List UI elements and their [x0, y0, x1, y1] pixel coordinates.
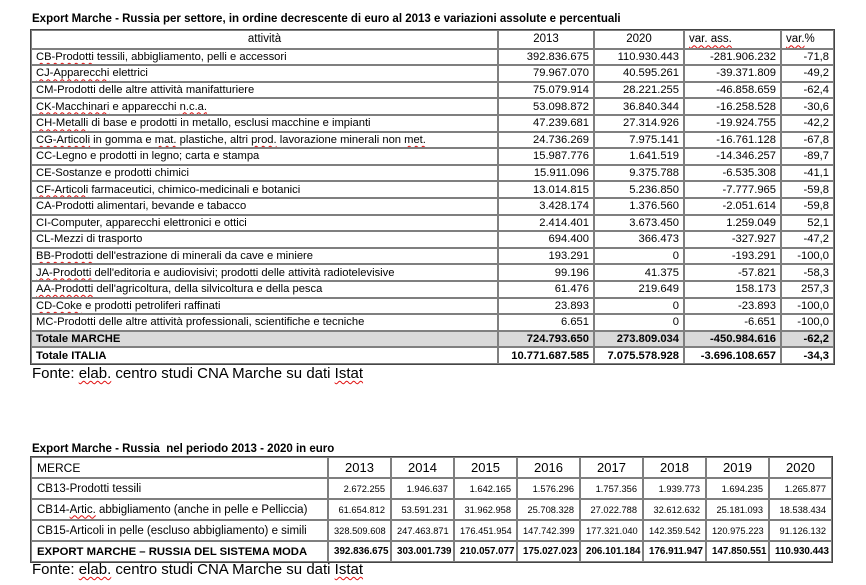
misspelled-word: CB-Prodotti: [36, 50, 94, 63]
year-value-cell: 27.022.788: [580, 499, 643, 520]
column-header: [31, 30, 498, 49]
activity-cell: [31, 49, 498, 66]
text-segment: CB14-: [37, 503, 70, 516]
table-row: [31, 314, 834, 331]
year-column-header: 2017: [580, 457, 643, 478]
year-column-header: 2020: [769, 457, 832, 478]
activity-cell: [31, 132, 498, 149]
text-segment: MC-Prodotti delle altre attività professionali, scientifiche e tecniche: [36, 316, 365, 329]
var-pct-cell: -62,2: [781, 331, 834, 348]
year-value-cell: 1.946.637: [391, 478, 454, 499]
misspelled-word: Istat: [334, 365, 364, 382]
text-segment: Totale MARCHE: [36, 332, 121, 345]
year-value-cell: 32.612.632: [643, 499, 706, 520]
value-2013-cell: 23.893: [498, 298, 594, 315]
value-2020-cell: 0: [594, 248, 684, 265]
activity-cell: [31, 82, 498, 99]
year-value-cell: 147.742.399: [517, 520, 580, 541]
misspelled-word: CH-Metalli: [36, 117, 89, 130]
activity-cell: [31, 281, 498, 298]
table-row: [31, 198, 834, 215]
text-segment: CM-Prodotti delle altre attività manifatturiere: [36, 84, 255, 97]
var-ass-cell: -193.291: [684, 248, 781, 265]
var-ass-cell: -6.651: [684, 314, 781, 331]
value-2013-cell: 10.771.687.585: [498, 347, 594, 364]
year-value-cell: 1.265.877: [769, 478, 832, 499]
table1-title: Export Marche - Russia per settore, in ordine decrescente di euro al 2013 e variazioni assolute e percentuali: [32, 13, 621, 25]
text-segment: Totale ITALIA: [36, 349, 107, 362]
table-row: [31, 132, 834, 149]
source-text: centro studi CNA Marche su dati: [111, 365, 335, 382]
year-value-cell: 175.027.023: [517, 541, 580, 562]
activity-cell: [31, 148, 498, 165]
year-column-header: 2013: [328, 457, 391, 478]
misspelled-word: elab.: [78, 561, 112, 578]
value-2013-cell: 53.098.872: [498, 98, 594, 115]
var-ass-cell: -16.258.528: [684, 98, 781, 115]
activity-cell: [31, 165, 498, 182]
text-segment: CA-Prodotti alimentari, bevande e tabacco: [36, 200, 247, 213]
year-value-cell: 31.962.958: [454, 499, 517, 520]
var-ass-cell: -16.761.128: [684, 132, 781, 149]
text-segment: CL-Mezzi di trasporto: [36, 233, 143, 246]
value-2013-cell: 193.291: [498, 248, 594, 265]
var-ass-cell: -39.371.809: [684, 65, 781, 82]
year-value-cell: 392.836.675: [328, 541, 391, 562]
value-2020-cell: 1.376.560: [594, 198, 684, 215]
activity-cell: [31, 231, 498, 248]
year-value-cell: 2.672.255: [328, 478, 391, 499]
misspelled-word: n.c.a.: [179, 100, 208, 113]
year-value-cell: 176.911.947: [643, 541, 706, 562]
value-2020-cell: 110.930.443: [594, 49, 684, 66]
value-2020-cell: 1.641.519: [594, 148, 684, 165]
total-marche-row: [31, 331, 834, 348]
activity-cell: [31, 198, 498, 215]
year-column-header: 2014: [391, 457, 454, 478]
text-segment: dell'estrazione di minerali da cave e miniere: [93, 250, 313, 263]
value-2020-cell: 9.375.788: [594, 165, 684, 182]
var-ass-cell: -450.984.616: [684, 331, 781, 348]
year-value-cell: 1.757.356: [580, 478, 643, 499]
text-segment: di base e prodotti in metallo, esclusi macchine e impianti: [88, 117, 371, 130]
source-note-2: [32, 561, 363, 578]
value-2020-cell: 273.809.034: [594, 331, 684, 348]
value-2013-cell: 24.736.269: [498, 132, 594, 149]
var-ass-cell: -46.858.659: [684, 82, 781, 99]
year-column-header: 2018: [643, 457, 706, 478]
var-pct-cell: -58,3: [781, 264, 834, 281]
text-segment: lavorazione minerali non: [276, 133, 405, 146]
value-2020-cell: 3.673.450: [594, 215, 684, 232]
value-2013-cell: 79.967.070: [498, 65, 594, 82]
activity-cell: [31, 115, 498, 132]
var-pct-cell: -42,2: [781, 115, 834, 132]
activity-cell: [31, 65, 498, 82]
export-by-year-table: [30, 456, 833, 563]
var-pct-cell: -59,8: [781, 181, 834, 198]
text-segment: in gomma e: [90, 133, 155, 146]
table-row: [31, 65, 834, 82]
value-2020-cell: 28.221.255: [594, 82, 684, 99]
table2-header-row: [31, 457, 832, 478]
table2-body: [31, 478, 832, 562]
misspelled-word: CG-Articoli: [36, 133, 91, 146]
value-2020-cell: 36.840.344: [594, 98, 684, 115]
export-by-sector-table: [30, 29, 835, 365]
column-header: [594, 30, 684, 49]
value-2020-cell: 0: [594, 298, 684, 315]
value-2013-cell: 3.428.174: [498, 198, 594, 215]
column-header: [684, 30, 781, 49]
text-segment: elettrici: [109, 67, 148, 80]
year-value-cell: 176.451.954: [454, 520, 517, 541]
year-value-cell: 1.694.235: [706, 478, 769, 499]
table-row: [31, 98, 834, 115]
var-ass-cell: -281.906.232: [684, 49, 781, 66]
value-2013-cell: 99.196: [498, 264, 594, 281]
misspelled-word: CJ-Apparecchi: [36, 67, 110, 80]
var-pct-cell: -100,0: [781, 298, 834, 315]
table1-header-row: [31, 30, 834, 49]
value-2020-cell: 40.595.261: [594, 65, 684, 82]
var-pct-cell: -67,8: [781, 132, 834, 149]
year-value-cell: 303.001.739: [391, 541, 454, 562]
value-2020-cell: 41.375: [594, 264, 684, 281]
activity-cell: [31, 298, 498, 315]
misspelled-word: BB-Prodotti: [36, 250, 94, 263]
total-italia-row: [31, 347, 834, 364]
table-row: [31, 215, 834, 232]
text-segment: CI-Computer, apparecchi elettronici e ottici: [36, 216, 247, 229]
text-segment: e apparecchi: [109, 100, 180, 113]
value-2020-cell: 7.075.578.928: [594, 347, 684, 364]
activity-cell: [31, 347, 498, 364]
source-text: Fonte:: [32, 561, 79, 578]
misspelled-word: prod.: [251, 133, 277, 146]
year-value-cell: 328.509.608: [328, 520, 391, 541]
activity-cell: [31, 331, 498, 348]
text-segment: CB15-Articoli in pelle (escluso abbigliamento) e simili: [37, 524, 307, 537]
text-segment: CE-Sostanze e prodotti chimici: [36, 167, 189, 180]
text-segment: abbigliamento (anche in pelle e Pelliccia): [95, 503, 308, 516]
merce-cell: [31, 478, 328, 499]
year-value-cell: 25.181.093: [706, 499, 769, 520]
table1-body: [31, 49, 834, 364]
table-row: [31, 264, 834, 281]
merce-cell: [31, 499, 328, 520]
value-2013-cell: 61.476: [498, 281, 594, 298]
year-value-cell: 61.654.812: [328, 499, 391, 520]
misspelled-word: CK-Macchinari: [36, 100, 110, 113]
year-value-cell: 1.642.165: [454, 478, 517, 499]
text-segment: farmaceutici, chimico-medicinali e botanici: [88, 183, 301, 196]
table-row: [31, 298, 834, 315]
activity-cell: [31, 248, 498, 265]
value-2013-cell: 694.400: [498, 231, 594, 248]
var-pct-cell: 52,1: [781, 215, 834, 232]
table-row: [31, 248, 834, 265]
source-note-1: [32, 365, 363, 382]
year-value-cell: 147.850.551: [706, 541, 769, 562]
table-row: [31, 49, 834, 66]
value-2013-cell: 15.911.096: [498, 165, 594, 182]
activity-cell: [31, 98, 498, 115]
table-row: [31, 520, 832, 541]
table-row: [31, 478, 832, 499]
text-segment: %: [804, 33, 815, 46]
value-2020-cell: 7.975.141: [594, 132, 684, 149]
year-column-header: 2016: [517, 457, 580, 478]
var-pct-cell: -100,0: [781, 248, 834, 265]
value-2020-cell: 219.649: [594, 281, 684, 298]
year-value-cell: 210.057.077: [454, 541, 517, 562]
var-pct-cell: -71,8: [781, 49, 834, 66]
merce-cell: [31, 541, 328, 562]
value-2020-cell: 5.236.850: [594, 181, 684, 198]
var-pct-cell: -89,7: [781, 148, 834, 165]
text-segment: CC-Legno e prodotti in legno; carta e stampa: [36, 150, 260, 163]
year-value-cell: 120.975.223: [706, 520, 769, 541]
value-2013-cell: 6.651: [498, 314, 594, 331]
value-2020-cell: 366.473: [594, 231, 684, 248]
var-pct-cell: -41,1: [781, 165, 834, 182]
year-value-cell: 18.538.434: [769, 499, 832, 520]
year-value-cell: 1.939.773: [643, 478, 706, 499]
var-pct-cell: -59,8: [781, 198, 834, 215]
year-column-header: 2015: [454, 457, 517, 478]
year-value-cell: 110.930.443: [769, 541, 832, 562]
misspelled-word: var.: [786, 33, 805, 46]
var-pct-cell: -62,4: [781, 82, 834, 99]
value-2013-cell: 392.836.675: [498, 49, 594, 66]
source-text: Fonte:: [32, 365, 79, 382]
activity-cell: [31, 264, 498, 281]
table-row: [31, 165, 834, 182]
activity-cell: [31, 181, 498, 198]
value-2013-cell: 15.987.776: [498, 148, 594, 165]
value-2013-cell: 75.079.914: [498, 82, 594, 99]
value-2013-cell: 2.414.401: [498, 215, 594, 232]
var-ass-cell: -57.821: [684, 264, 781, 281]
misspelled-word: CD-Coke: [36, 299, 83, 312]
table-row: [31, 181, 834, 198]
text-segment: EXPORT MARCHE – RUSSIA DEL SISTEMA MODA: [37, 545, 308, 558]
value-2013-cell: 47.239.681: [498, 115, 594, 132]
misspelled-word: Istat: [334, 561, 364, 578]
misspelled-word: met.: [404, 133, 426, 146]
var-pct-cell: -34,3: [781, 347, 834, 364]
column-header: [498, 30, 594, 49]
table-row: [31, 115, 834, 132]
text-segment: e prodotti petroliferi raffinati: [82, 299, 221, 312]
value-2020-cell: 0: [594, 314, 684, 331]
year-value-cell: 1.576.296: [517, 478, 580, 499]
misspelled-word: JA-Prodotti: [36, 266, 92, 279]
sistema-moda-total-row: [31, 541, 832, 562]
var-pct-cell: -47,2: [781, 231, 834, 248]
var-ass-cell: -14.346.257: [684, 148, 781, 165]
text-segment: tessili, abbigliamento, pelli e accessori: [93, 50, 287, 63]
text-segment: attività: [247, 33, 282, 46]
var-pct-cell: -30,6: [781, 98, 834, 115]
var-ass-cell: 1.259.049: [684, 215, 781, 232]
var-ass-cell: -3.696.108.657: [684, 347, 781, 364]
source-text: centro studi CNA Marche su dati: [111, 561, 335, 578]
year-value-cell: 25.708.328: [517, 499, 580, 520]
var-ass-cell: -7.777.965: [684, 181, 781, 198]
table-row: [31, 148, 834, 165]
text-segment: dell'editoria e audiovisivi; prodotti delle attività radiotelevisive: [91, 266, 395, 279]
column-header: [781, 30, 834, 49]
value-2020-cell: 27.314.926: [594, 115, 684, 132]
table-row: [31, 82, 834, 99]
table2-title: Export Marche - Russia nel periodo 2013 - 2020 in euro: [32, 443, 335, 455]
table-row: [31, 231, 834, 248]
year-value-cell: 247.463.871: [391, 520, 454, 541]
table-row: [31, 499, 832, 520]
misspelled-word: CF-Articoli: [36, 183, 89, 196]
var-pct-cell: -49,2: [781, 65, 834, 82]
year-value-cell: 53.591.231: [391, 499, 454, 520]
var-ass-cell: -23.893: [684, 298, 781, 315]
misspelled-word: AA-Prodotti: [36, 283, 94, 296]
text-segment: plastiche, altri: [176, 133, 252, 146]
year-value-cell: 177.321.040: [580, 520, 643, 541]
value-2013-cell: 13.014.815: [498, 181, 594, 198]
var-ass-cell: 158.173: [684, 281, 781, 298]
year-value-cell: 206.101.184: [580, 541, 643, 562]
table-row: [31, 281, 834, 298]
text-segment: 2013: [533, 33, 559, 46]
activity-cell: [31, 314, 498, 331]
year-value-cell: 142.359.542: [643, 520, 706, 541]
var-pct-cell: -100,0: [781, 314, 834, 331]
var-ass-cell: -19.924.755: [684, 115, 781, 132]
misspelled-word: mat.: [154, 133, 177, 146]
misspelled-word: var. ass.: [689, 33, 732, 46]
misspelled-word: Artic.: [69, 503, 96, 516]
year-value-cell: 91.126.132: [769, 520, 832, 541]
var-ass-cell: -2.051.614: [684, 198, 781, 215]
activity-cell: [31, 215, 498, 232]
merce-column-header: MERCE: [31, 457, 328, 478]
year-column-header: 2019: [706, 457, 769, 478]
var-pct-cell: 257,3: [781, 281, 834, 298]
misspelled-word: elab.: [78, 365, 112, 382]
text-segment: dell'agricoltura, della silvicoltura e della pesca: [93, 283, 323, 296]
merce-cell: [31, 520, 328, 541]
text-segment: CB13-Prodotti tessili: [37, 482, 142, 495]
text-segment: 2020: [626, 33, 652, 46]
value-2013-cell: 724.793.650: [498, 331, 594, 348]
var-ass-cell: -327.927: [684, 231, 781, 248]
var-ass-cell: -6.535.308: [684, 165, 781, 182]
